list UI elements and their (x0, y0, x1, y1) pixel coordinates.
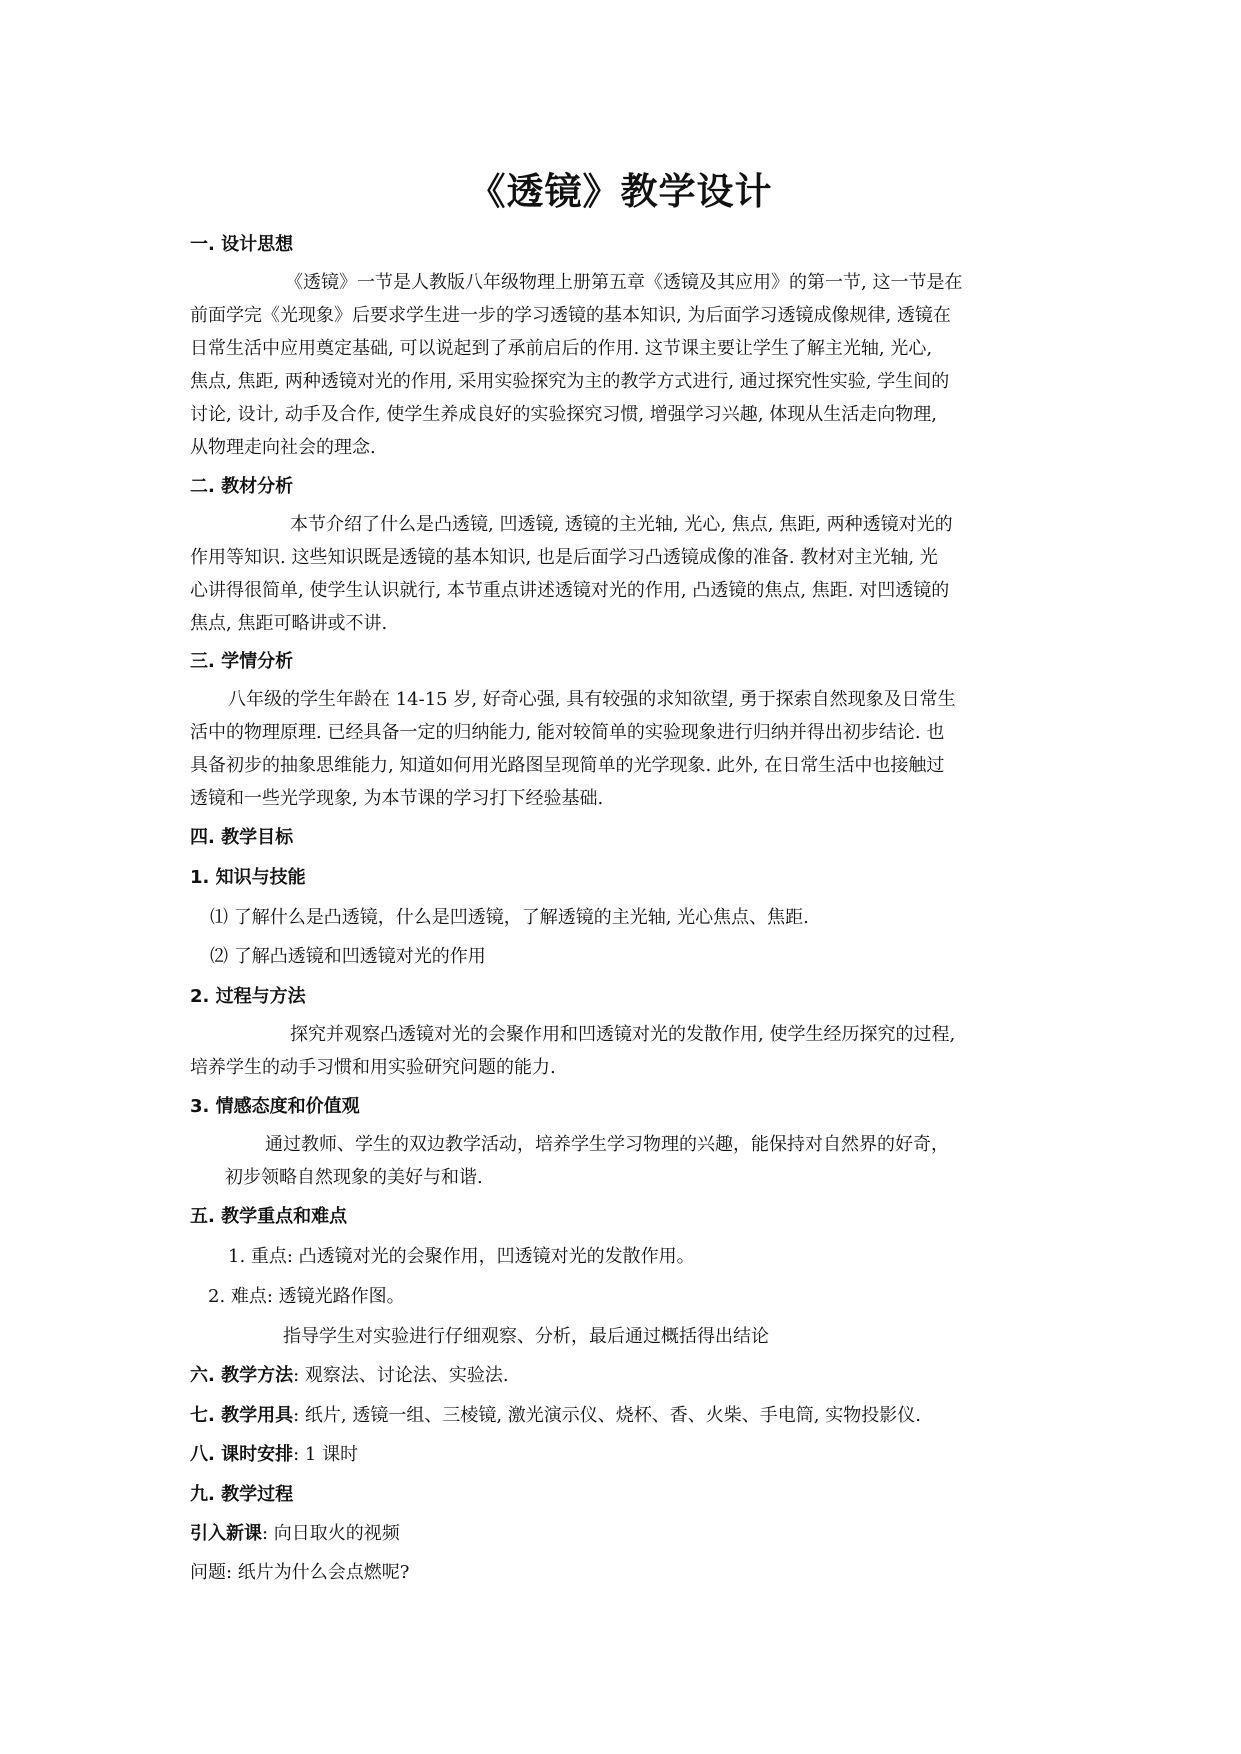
text-line: 心讲得很简单, 使学生认识就行, 本节重点讲述透镜对光的作用, 凸透镜的焦点, 焦距. 对凹透镜的 (190, 580, 950, 601)
class-hours-text: : 1 课时 (293, 1444, 359, 1465)
heading-design-idea: 一. 设计思想 (190, 234, 294, 255)
heading-teaching-goals: 四. 教学目标 (190, 827, 294, 848)
text-line: 培养学生的动手习惯和用实验研究问题的能力. (190, 1057, 556, 1078)
intro-text: : 向日取火的视频 (262, 1523, 400, 1544)
text-line: 日常生活中应用奠定基础, 可以说起到了承前启后的作用. 这节课主要让学生了解主光轴, 光心, (190, 338, 933, 359)
teaching-tools-label: 七. 教学用具 (190, 1405, 294, 1426)
paragraph-process-method (190, 1018, 1070, 1084)
teaching-methods-label: 六. 教学方法 (190, 1365, 294, 1386)
goal-item-2: ⑵ 了解凸透镜和凹透镜对光的作用 (210, 946, 486, 967)
text-line: 前面学完《光现象》后要求学生进一步的学习透镜的基本知识, 为后面学习透镜成像规律, 透镜在 (190, 305, 951, 326)
heading-teaching-process: 九. 教学过程 (190, 1484, 294, 1505)
text-line: 探究并观察凸透镜对光的会聚作用和凹透镜对光的发散作用, 使学生经历探究的过程, (290, 1024, 956, 1045)
question-text: 问题: 纸片为什么会点燃呢? (190, 1562, 410, 1583)
text-line: 活中的物理原理. 已经具备一定的归纳能力, 能对较简单的实验现象进行归纳并得出初步结论. 也 (190, 722, 945, 743)
text-line: 焦点, 焦距, 两种透镜对光的作用, 采用实验探究为主的教学方式进行, 通过探究性实验, 学生间的 (190, 371, 950, 392)
difficult-point: 2. 难点: 透镜光路作图。 (208, 1286, 405, 1307)
intro-label: 引入新课 (190, 1523, 262, 1544)
text-line: 透镜和一些光学现象, 为本节课的学习打下经验基础. (190, 788, 604, 809)
text-line: 初步领略自然现象的美好与和谐. (225, 1167, 483, 1188)
teaching-methods-text: : 观察法、讨论法、实验法. (293, 1365, 509, 1386)
paragraph-textbook-analysis (190, 508, 1070, 640)
heading-process-method: 2. 过程与方法 (190, 986, 306, 1007)
text-line: 作用等知识. 这些知识既是透镜的基本知识, 也是后面学习凸透镜成像的准备. 教材对主光轴, 光 (190, 547, 938, 568)
text-line: 《透镜》一节是人教版八年级物理上册第五章《透镜及其应用》的第一节, 这一节是在 (285, 272, 963, 293)
teaching-tools-text: : 纸片, 透镜一组、三棱镜, 激光演示仪、烧杯、香、火柴、手电筒, 实物投影仪. (293, 1405, 921, 1426)
paragraph-attitude-values (190, 1128, 1070, 1194)
teaching-methods (190, 1364, 509, 1388)
document-title: 《透镜》教学设计 (468, 170, 773, 213)
class-hours-label: 八. 课时安排 (190, 1444, 294, 1465)
text-line: 具备初步的抽象思维能力, 知道如何用光路图呈现简单的光学现象. 此外, 在日常生活中也接触过 (190, 755, 945, 776)
class-hours (190, 1443, 358, 1467)
text-line: 八年级的学生年龄在 14-15 岁, 好奇心强, 具有较强的求知欲望, 勇于探索自然现象及日常生 (228, 689, 956, 710)
heading-attitude-values: 3. 情感态度和价值观 (190, 1096, 360, 1117)
heading-key-difficulty: 五. 教学重点和难点 (190, 1206, 348, 1227)
text-line: 讨论, 设计, 动手及合作, 使学生养成良好的实验探究习惯, 增强学习兴趣, 体现从生活走向物理, (190, 404, 937, 425)
paragraph-student-analysis (190, 683, 1070, 815)
heading-student-analysis: 三. 学情分析 (190, 651, 294, 672)
heading-textbook-analysis: 二. 教材分析 (190, 476, 294, 497)
paragraph-design-idea (190, 266, 1070, 464)
guide-text: 指导学生对实验进行仔细观察、分析，最后通过概括得出结论 (283, 1326, 769, 1347)
text-line: 通过教师、学生的双边教学活动，培养学生学习物理的兴趣，能保持对自然界的好奇， (265, 1134, 949, 1155)
text-line: 从物理走向社会的理念. (190, 437, 376, 458)
text-line: 焦点, 焦距可略讲或不讲. (190, 613, 388, 634)
text-line: 本节介绍了什么是凸透镜, 凹透镜, 透镜的主光轴, 光心, 焦点, 焦距, 两种透镜对光的 (290, 514, 953, 535)
intro-new-lesson (190, 1522, 400, 1546)
teaching-tools (190, 1404, 921, 1428)
heading-knowledge-skills: 1. 知识与技能 (190, 867, 306, 888)
key-point: 1. 重点: 凸透镜对光的会聚作用，凹透镜对光的发散作用。 (228, 1246, 695, 1267)
goal-item-1: ⑴ 了解什么是凸透镜，什么是凹透镜，了解透镜的主光轴, 光心焦点、焦距. (210, 907, 809, 928)
